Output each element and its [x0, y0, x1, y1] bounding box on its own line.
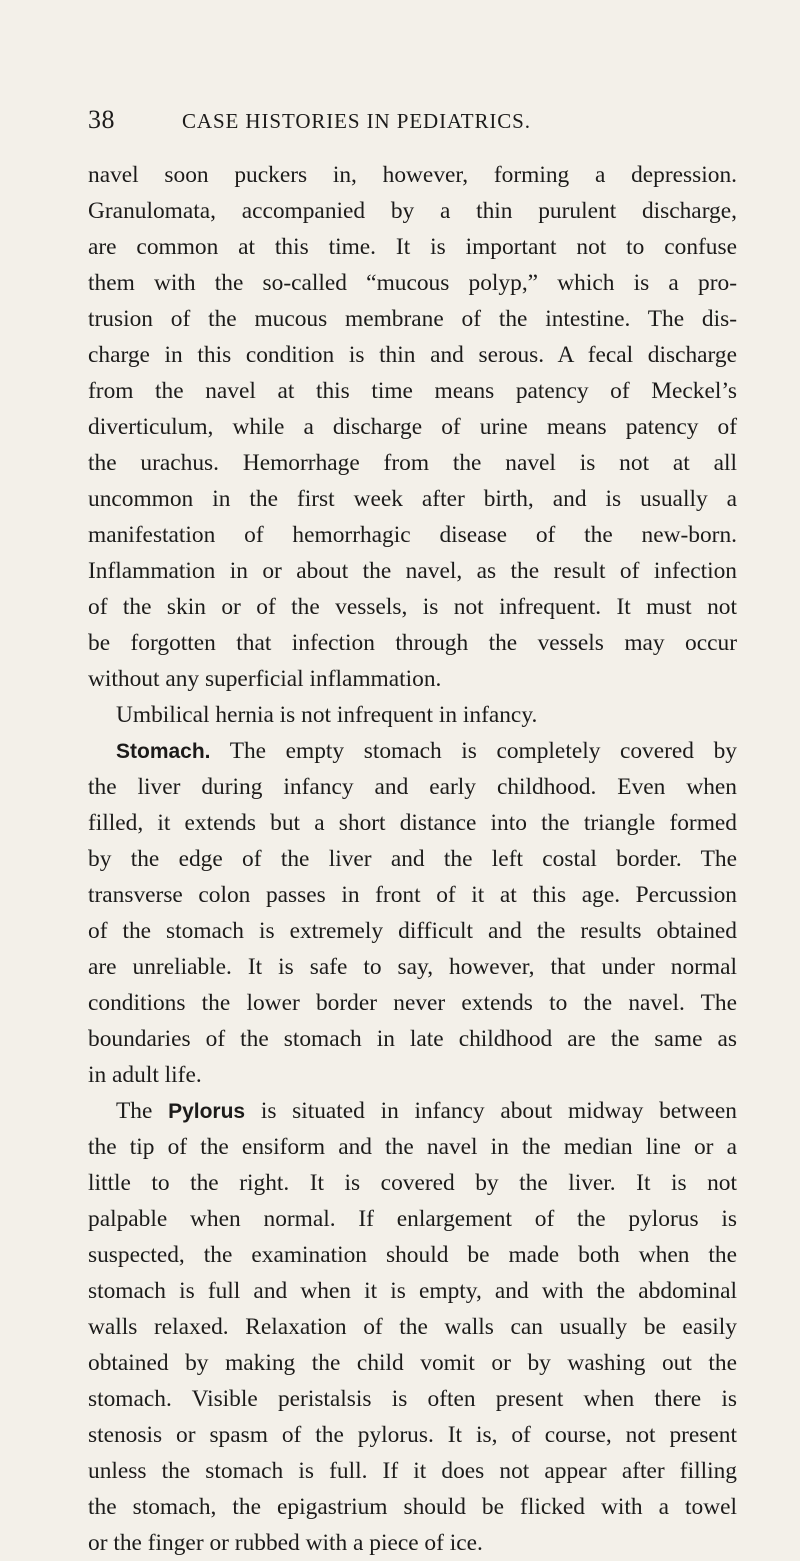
text-line: uncommon in the first week after birth, and is usually a — [88, 486, 737, 512]
text-line: or the finger or rubbed with a piece of ice. — [88, 1530, 483, 1556]
text-line: obtained by making the child vomit or by washing out the — [88, 1350, 737, 1376]
paragraph-stomach: Stomach. The empty stomach is completely covered by — [116, 738, 737, 764]
text-line: of the stomach is extremely difficult and the results obtained — [88, 918, 737, 944]
text-line: charge in this condition is thin and serous. A fecal discharge — [88, 342, 737, 368]
section-heading-stomach: Stomach. — [116, 740, 211, 763]
text-line: navel soon puckers in, however, forming a depression. — [88, 162, 737, 188]
text-line: Inflammation in or about the navel, as the result of infection — [88, 558, 737, 584]
paragraph-umbilical-hernia: Umbilical hernia is not infrequent in infancy. — [116, 702, 538, 728]
running-head: CASE HISTORIES IN PEDIATRICS. — [182, 109, 531, 133]
text-line: the stomach, the epigastrium should be flicked with a towel — [88, 1494, 737, 1520]
text-line: the liver during infancy and early childhood. Even when — [88, 774, 737, 800]
text-line: from the navel at this time means patency of Meckel’s — [88, 378, 737, 404]
text-line: walls relaxed. Relaxation of the walls can usually be easily — [88, 1314, 737, 1340]
text-line: the urachus. Hemorrhage from the navel is not at all — [88, 450, 737, 476]
text-line: diverticulum, while a discharge of urine means patency of — [88, 414, 737, 440]
text-line: be forgotten that infection through the vessels may occur — [88, 630, 737, 656]
text-line: them with the so-called “mucous polyp,” which is a pro- — [88, 270, 737, 296]
text-line: unless the stomach is full. If it does not appear after filling — [88, 1458, 737, 1484]
text-line: palpable when normal. If enlargement of the pylorus is — [88, 1206, 737, 1232]
text-line: conditions the lower border never extends to the navel. The — [88, 990, 737, 1016]
text-line: little to the right. It is covered by the liver. It is not — [88, 1170, 737, 1196]
text-line: boundaries of the stomach in late childhood are the same as — [88, 1026, 737, 1052]
text-line: in adult life. — [88, 1062, 202, 1088]
text-line: filled, it extends but a short distance into the triangle formed — [88, 810, 737, 836]
text-line: are unreliable. It is safe to say, however, that under normal — [88, 954, 737, 980]
text-line: Granulomata, accompanied by a thin purulent discharge, — [88, 198, 737, 224]
text-line: transverse colon passes in front of it at this age. Percussion — [88, 882, 737, 908]
text-line: of the skin or of the vessels, is not infrequent. It must not — [88, 594, 737, 620]
text-line: without any superficial inflammation. — [88, 666, 442, 692]
text-line: manifestation of hemorrhagic disease of the new-born. — [88, 522, 737, 548]
text-line: are common at this time. It is important not to confuse — [88, 234, 737, 260]
paragraph-pylorus: The Pylorus is situated in infancy about midway between — [116, 1098, 737, 1124]
text-line: stomach. Visible peristalsis is often present when there is — [88, 1386, 737, 1412]
text-line: by the edge of the liver and the left costal border. The — [88, 846, 737, 872]
text-line: the tip of the ensiform and the navel in the median line or a — [88, 1134, 737, 1160]
text-line: stomach is full and when it is empty, and with the abdominal — [88, 1278, 737, 1304]
text-line: suspected, the examination should be made both when the — [88, 1242, 737, 1268]
body-text — [88, 157, 737, 1561]
text-line: trusion of the mucous membrane of the intestine. The dis- — [88, 306, 737, 332]
text-line: stenosis or spasm of the pylorus. It is, of course, not present — [88, 1422, 737, 1448]
page-number: 38 — [88, 105, 115, 134]
section-heading-pylorus: Pylorus — [168, 1100, 246, 1123]
